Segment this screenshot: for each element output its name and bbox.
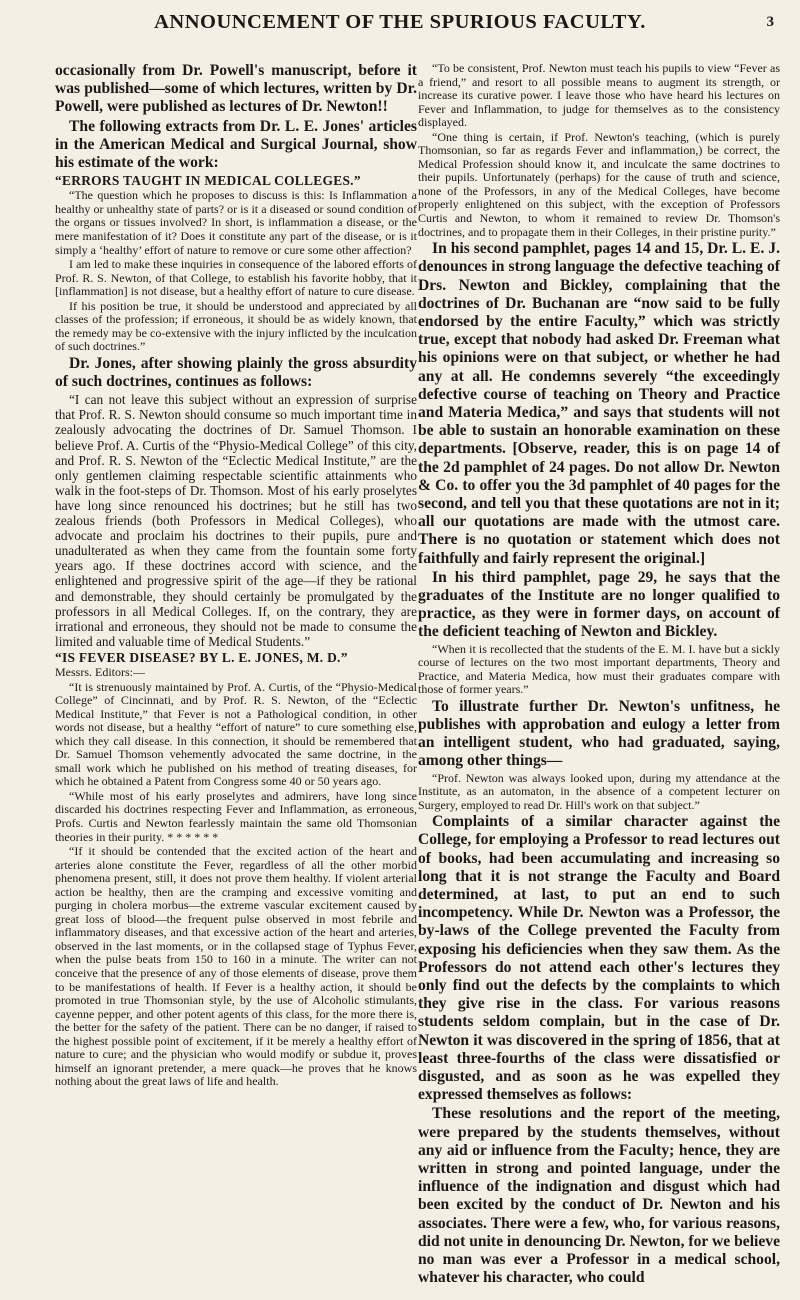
left-column-paragraph: I am led to make these inquiries in consequence of the labored efforts of Prof. R. S. Newton, of that College, to establish his favorite hobby, that it [inflammation] is not disease, but a healthy effort of nature to cure disease. <box>55 257 417 299</box>
right-column-paragraph: “To be consistent, Prof. Newton must teach his pupils to view “Fever as a friend,” and resort to all possible means to augment its strength, or increase its curative power. I leave those who have heard his lectures on Fever and Inflammation, to judge for themselves as to the consistency displayed. <box>418 61 780 130</box>
page-header <box>0 8 800 38</box>
left-column-paragraph: “While most of his early proselytes and admirers, have long since discarded his doctrines respecting Fever and Inflammation, as erroneous, Profs. Curtis and Newton fearlessly maintain the same old Thomsonian theories in their purity. * * * * * * <box>55 788 417 844</box>
left-column-paragraph: “The question which he proposes to discuss is this: Is Inflammation a healthy or unhealthy state of parts? or is it a diseased or sound condition of the organs or tissues involved? In short, is inflammation a disease, or the mere manifestation of it? Does it constitute any part of the disease, or is it simply a ‘healthy’ effort of nature to remove or cure some other affection? <box>55 188 417 257</box>
right-column-paragraph: Complaints of a similar character against the College, for employing a Professor to read lectures out of books, had been accumulating and increasing so long that it is not strange the Faculty and Board determined, at last, to put an end to such incompetency. While Dr. Newton was a Professor, the by-laws of the College prevented the Faculty from exposing his deficiencies when they saw them. As the Professors do not attend each other's lectures they only find out the defects by the complaints to which they give rise in the class. For various reasons students seldom complain, but in the case of Dr. Newton it was discovered in the spring of 1856, that at least three-fourths of the class were dissatisfied or disgusted, and as soon as he was expelled they expressed themselves as follows: <box>418 813 780 1104</box>
right-column-paragraph: In his third pamphlet, page 29, he says that the graduates of the Institute are no longer qualified to practice, as they were in former days, on account of the deficient teaching of Newton and Bickley. <box>418 568 780 641</box>
left-column-paragraph: “If it should be contended that the excited action of the heart and arteries alone constitute the Fever, regardless of all the other morbid phenomena present, still, it does not prove them healthy. If violent arterial action be healthy, then are the cramping and excessive vomiting and purging in cholera morbus—the extreme vascular excitement caused by great loss of blood—the frequent pulse observed in most febrile and inflammatory diseases, and that excessive action of the heart and arteries, observed in the last moments, or in the collapsed stage of Typhus Fever, when the pulse beats from 150 to 160 in a minute. The writer can not conceive that the presence of any of those elements of disease, prove them to be manifestations of health. If Fever is a healthy action, it should be promoted in true Thomsonian style, by the use of Alcoholic stimulants, cayenne pepper, and other potent agents of this class, for the more there is, the better for the safety of the patient. There can be no danger, if raised to the highest possible point of excitement, if it be merely a healthy effort of nature to cure; and the physician who would modify or subdue it, proves himself an ignorant pretender, a mere quack—he proves that he knows nothing about the great laws of life and health. <box>55 844 417 1089</box>
left-column-paragraph: Messrs. Editors:— <box>55 664 145 679</box>
right-column-paragraph: To illustrate further Dr. Newton's unfitness, he publishes with approbation and eulogy a letter from an intelligent student, who had graduated, saying, among other things— <box>418 697 780 770</box>
right-column-paragraph: In his second pamphlet, pages 14 and 15, Dr. L. E. J. denounces in strong language the defective teaching of Drs. Newton and Bickley, complaining that the doctrines of Dr. Buchanan are “now said to be fully endorsed by the entire Faculty,” which was strictly true, except that nobody had asked Dr. Freeman what his opinions were on that subject, or whether he had any at all. He condemns severely “the exceedingly defective course of teaching on Theory and Practice and Materia Medica,” and says that students will not be able to sustain an honorable examination on these departments. [Observe, reader, this is on page 14 of the 2d pamphlet of 24 pages. Do not allow Dr. Newton & Co. to offer you the 3d pamphlet of 40 pages for the second, and tell you that these quotations are not in it; all our quotations are made with the utmost care. There is no quotation or statement which does not faithfully and fairly represent the original.] <box>418 240 780 567</box>
page-title: ANNOUNCEMENT OF THE SPURIOUS FACULTY. <box>154 11 646 33</box>
left-column-paragraph: “It is strenuously maintained by Prof. A. Curtis, of the “Physio-Medical College” of Cincinnati, and by Prof. R. S. Newton, of the “Eclectic Medical Institute,” that Fever is not a Pathological condition, in other words not disease, but a healthy “effort of nature” to cure something else, which they call disease. In this connection, it should be remembered that Dr. Samuel Thomson vehemently advocated the same doctrine, in the small work which he published on his method of treating diseases, for which he obtained a Patent from Congress some 40 or 50 years ago. <box>55 679 417 789</box>
left-column-paragraph: occasionally from Dr. Powell's manuscript, before it was published—some of which lectures, written by Dr. Powell, were published as lectures of Dr. Newton!! <box>55 62 417 116</box>
right-column <box>418 62 780 1289</box>
left-column-paragraph: “IS FEVER DISEASE? BY L. E. JONES, M. D.” <box>55 649 348 665</box>
right-column-paragraph: “Prof. Newton was always looked upon, during my attendance at the Institute, as an automaton, in the absence of a competent lecturer on Surgery, employed to read Dr. Hill's work on that subject.” <box>418 770 780 812</box>
right-column-paragraph: These resolutions and the report of the meeting, were prepared by the students themselves, without any aid or influence from the Faculty; hence, they are written in strong and pointed language, under the influence of the indignation and disgust which had been excited by the conduct of Dr. Newton and his associates. There were a few, who, for various reasons, did not unite in denouncing Dr. Newton, for we believe no man was ever a Professor in a medical school, whatever his character, who could <box>418 1105 780 1287</box>
left-column-paragraph: “ERRORS TAUGHT IN MEDICAL COLLEGES.” <box>55 173 361 189</box>
left-column-paragraph: If his position be true, it should be understood and appreciated by all classes of the profession; if erroneous, it should be as widely known, that the remedy may be co-extensive with the injury inflicted by the inculcation of such doctrines.” <box>55 298 417 354</box>
page-number: 3 <box>766 14 774 30</box>
right-column-paragraph: “When it is recollected that the students of the E. M. I. have but a sickly course of lectures on the two most important departments, Theory and Practice, and Materia Medica, how must their graduates compare with those of former years.” <box>418 641 780 697</box>
left-column <box>55 62 417 1090</box>
left-column-paragraph: The following extracts from Dr. L. E. Jones' articles in the American Medical and Surgical Journal, show his estimate of the work: <box>55 117 417 172</box>
left-column-paragraph: Dr. Jones, after showing plainly the gross absurdity of such doctrines, continues as follows: <box>55 354 417 391</box>
left-column-paragraph: “I can not leave this subject without an expression of surprise that Prof. R. S. Newton should consume so much important time in zealously advocating the doctrines of Dr. Samuel Thomson. I believe Prof. A. Curtis of the “Physio-Medical College” of this city, and Prof. R. S. Newton of the “Eclectic Medical Institute,” are the only gentlemen claiming respectable scientific attainments who walk in the foot-steps of Dr. Thomson. Most of his early proselytes have long since renounced his doctrines; but he still has two zealous friends (both Professors in Medical Colleges), who advocate and proclaim his doctrines to their pupils, pure and unadulterated as when they came from the fountain some forty years ago. If these doctrines accord with science, and the enlightened and progressive spirit of the age—if they be rational and demonstrable, they should certainly be promulgated by the professors in all Medical Colleges. If, on the contrary, they are irrational and erroneous, they should not be made to consume the limited and valuable time of Medical Students.” <box>55 392 417 649</box>
right-column-paragraph: “One thing is certain, if Prof. Newton's teaching, (which is purely Thomsonian, so far as regards Fever and inflammation,) be correct, the Medical Profession should know it, and inculcate the same doctrines to their pupils. Unfortunately (perhaps) for the cause of truth and science, none of the Professors, in any of the Medical Colleges, have become properly enlightened on this subject, with the exception of Professors Curtis and Newton, to whom it remained to review Dr. Thomson's doctrines, and to propagate them in their Colleges, in their pristine purity.” <box>418 129 780 239</box>
